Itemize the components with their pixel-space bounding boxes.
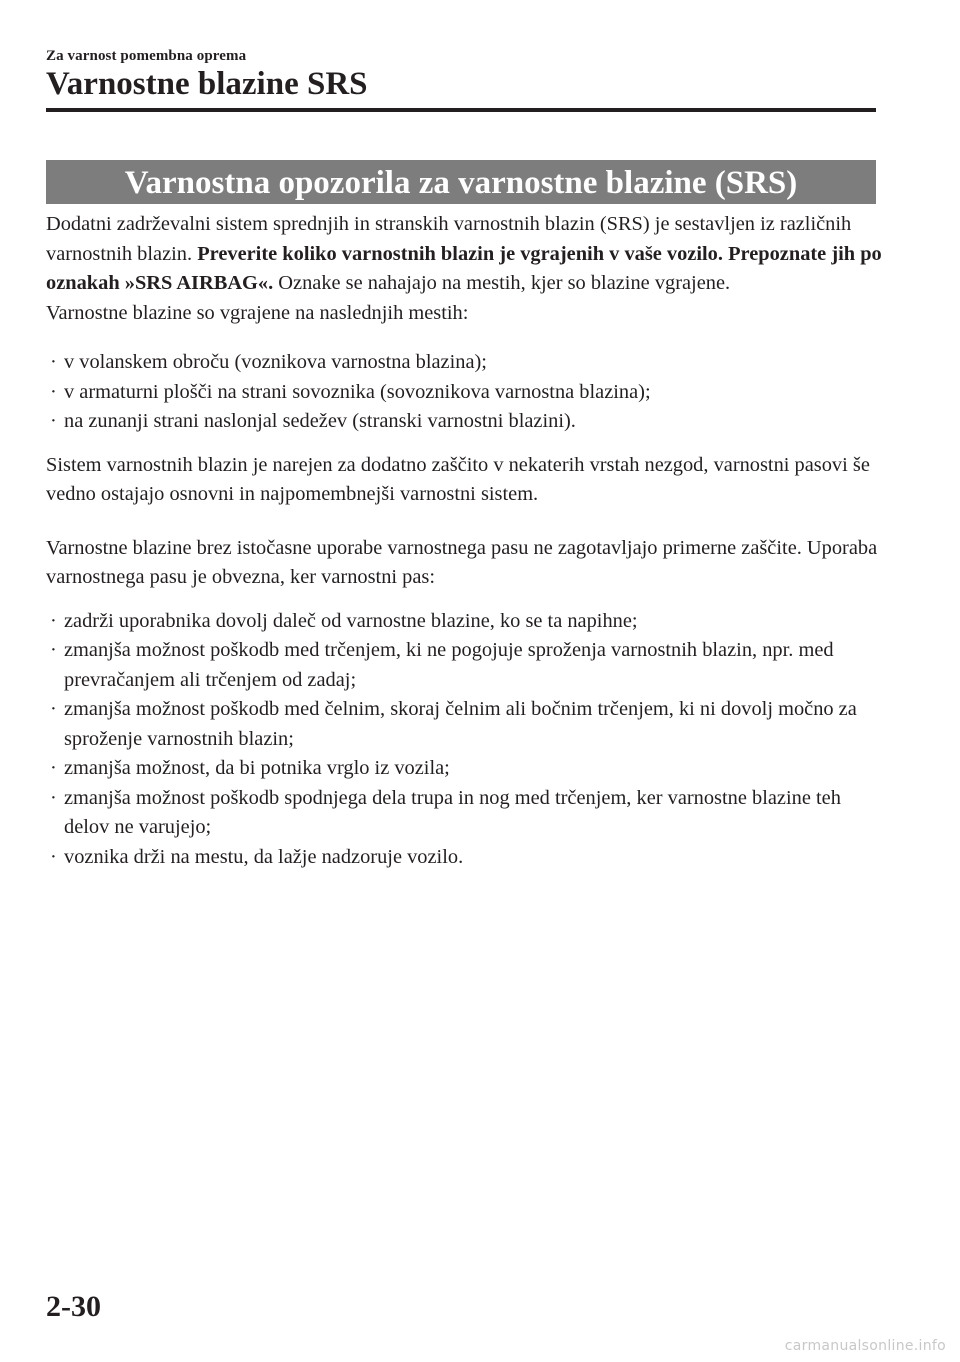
list-item-text: v volanskem obroču (voznikova varnostna blazina); — [64, 351, 487, 373]
bullet-icon: · — [50, 609, 57, 632]
list-item-text: zmanjša možnost, da bi potnika vrglo iz vozila; — [64, 757, 450, 779]
page-number: 2-30 — [46, 1290, 101, 1323]
bullet-icon: · — [50, 380, 57, 403]
seatbelt-reasons-list — [46, 607, 886, 873]
list-item — [46, 636, 886, 695]
intro-text-continued: Oznake se nahajajo na mestih, kjer so blazine vgrajene. — [273, 272, 731, 294]
bullet-icon: · — [50, 410, 57, 432]
list-item-text: zadrži uporabnika dovolj daleč od varnostne blazine, ko se ta napihne; — [64, 609, 638, 632]
page-title: Varnostne blazine SRS — [46, 66, 368, 102]
list-item — [46, 754, 886, 784]
locations-lead: Varnostne blazine so vgrajene na naslednjih mestih: — [46, 301, 469, 324]
list-item-text: zmanjša možnost poškodb med čelnim, skoraj čelnim ali bočnim trčenjem, ki ni dovolj močno za sproženje varnostnih blazin; — [64, 698, 857, 750]
list-item-text: zmanjša možnost poškodb spodnjega dela trupa in nog med trčenjem, ker varnostne blazine teh delov ne varujejo; — [64, 786, 841, 838]
list-item-text: na zunanji strani naslonjal sedežev (stranski varnostni blazini). — [64, 410, 576, 432]
intro-text: Dodatni zadrževalni sistem sprednjih in stranskih varnostnih blazin (SRS) je sestavljen iz različnih varnostnih blazin. — [46, 213, 852, 265]
bullet-icon: · — [50, 639, 57, 661]
list-item — [46, 695, 886, 754]
intro-emphasis: Preverite koliko varnostnih blazin je vgrajenih v vaše vozilo. Prepoznate jih po oznakah »SRS AIRBAG«. — [46, 242, 882, 294]
bullet-icon: · — [50, 351, 57, 373]
seatbelt-paragraph: Varnostne blazine brez istočasne uporabe varnostnega pasu ne zagotavljajo primerne zaščite. Uporaba varnostnega pasu je obvezna, ker varnostni pas: — [46, 536, 878, 588]
watermark: carmanualsonline.info — [784, 1338, 946, 1354]
section-label: Za varnost pomembna oprema — [46, 48, 247, 64]
bullet-icon: · — [50, 757, 57, 779]
airbag-locations-list — [46, 348, 886, 437]
main-content — [46, 210, 886, 872]
list-item — [46, 607, 886, 637]
list-item-text: voznika drži na mestu, da lažje nadzoruje vozilo. — [64, 845, 464, 868]
title-divider — [46, 108, 876, 112]
list-item-text: v armaturni plošči na strani sovoznika (sovoznikova varnostna blazina); — [64, 380, 651, 403]
list-item — [46, 784, 886, 843]
warning-banner: Varnostna opozorila za varnostne blazine (SRS) — [46, 160, 876, 204]
intro-paragraph — [46, 210, 886, 299]
list-item — [46, 843, 886, 873]
list-item-text: zmanjša možnost poškodb med trčenjem, ki ne pogojuje sproženja varnostnih blazin, npr. med prevračanjem ali trčenjem od zadaj; — [64, 639, 834, 691]
bullet-icon: · — [50, 786, 57, 809]
list-item — [46, 348, 886, 378]
bullet-icon: · — [50, 698, 57, 720]
bullet-icon: · — [50, 845, 57, 868]
list-item — [46, 407, 886, 437]
list-item — [46, 378, 886, 408]
system-paragraph: Sistem varnostnih blazin je narejen za dodatno zaščito v nekaterih vrstah nezgod, varnostni pasovi še vedno ostajajo osnovni in najpomembnejši varnostni sistem. — [46, 453, 870, 505]
